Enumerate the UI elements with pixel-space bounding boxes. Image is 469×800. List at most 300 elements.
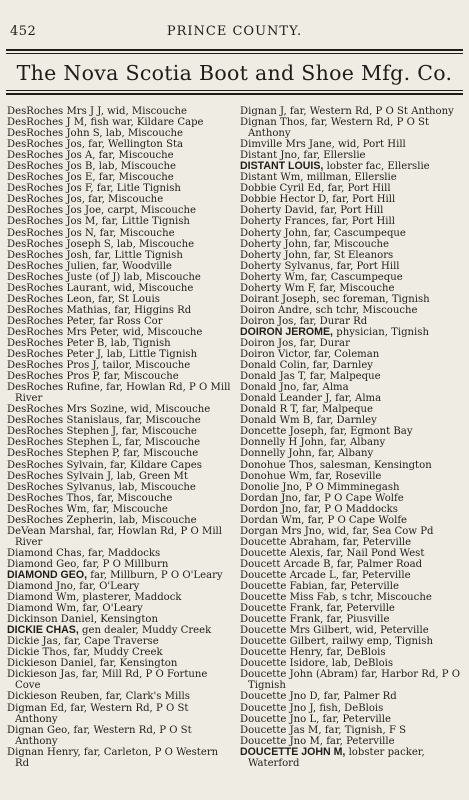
directory-entry [240, 338, 468, 349]
entry-surname: Doucette [240, 735, 287, 747]
directory-entry [240, 669, 468, 691]
directory-entry [240, 437, 468, 448]
entry-surname: DesRoches [7, 337, 64, 349]
entry-surname: DesRoches [7, 172, 64, 184]
directory-entry [240, 228, 468, 239]
entry-details: John, far, Cascumpeque [284, 227, 406, 239]
entry-surname: Diamond [7, 558, 53, 570]
entry-surname: Dimville [240, 139, 283, 151]
entry-details: Henry, far, DeBlois [289, 647, 386, 659]
directory-entry [7, 482, 233, 493]
entry-details: Jos, far, Wellington Sta [66, 139, 184, 151]
entry-surname: Doherty [240, 282, 282, 294]
directory-entry [240, 294, 468, 305]
entry-details: Stephen P, far, Miscouche [66, 448, 199, 460]
entry-details: Jno, far, Ellerslie [280, 150, 366, 162]
directory-entry [240, 194, 468, 205]
entry-details: gen dealer, Muddy Creek [82, 625, 212, 637]
entry-details: R T, far, Malpeque [279, 404, 373, 416]
entry-details: John, far, Miscouche [284, 238, 389, 250]
entry-details: Reuben, far, Clark's Mills [60, 691, 190, 703]
entry-details: David, far, Port Hill [284, 205, 384, 217]
entry-surname: DeVean [7, 525, 46, 537]
entry-surname: DesRoches [7, 227, 64, 239]
entry-surname: DesRoches [7, 503, 64, 515]
entry-surname: Dordan [240, 492, 278, 504]
entry-surname: DesRoches [7, 481, 64, 493]
directory-entry [7, 316, 233, 327]
entry-surname: Donnelly [240, 448, 286, 460]
directory-entry [7, 404, 233, 415]
entry-surname: DesRoches [7, 470, 64, 482]
entry-surname: DesRoches [7, 448, 64, 460]
directory-entry [7, 548, 233, 559]
entry-surname: Diamond [7, 603, 53, 615]
directory-entry [7, 338, 233, 349]
directory-entry [7, 437, 233, 448]
entry-details: Joseph, far, Egmont Bay [289, 426, 413, 438]
entry-surname: DIAMOND GEO, [7, 568, 88, 581]
directory-entry [240, 515, 468, 526]
entry-details: Jos, far, Miscouche [66, 194, 164, 206]
directory-entry [240, 647, 468, 658]
directory-entry [7, 327, 233, 338]
entry-details: Sylvanus, lab, Miscouche [66, 481, 196, 493]
entry-surname: Dickie [7, 636, 40, 648]
entry-surname: DesRoches [7, 415, 64, 427]
entry-surname: DesRoches [7, 216, 64, 228]
entry-surname: DesRoches [7, 326, 64, 338]
entry-details: Hector D, far, Port Hill [279, 194, 396, 206]
entry-surname: Doiron [240, 337, 275, 349]
entry-details: Geo, far, P O Millburn [56, 558, 169, 570]
entry-surname: DesRoches [7, 459, 64, 471]
entry-surname: Doucette [240, 724, 287, 736]
directory-entry [240, 106, 468, 117]
directory-entry [240, 570, 468, 581]
directory-entry [7, 250, 233, 261]
entry-surname: DesRoches [7, 349, 64, 361]
entry-details: Frank, far, Piusville [289, 614, 390, 626]
entry-surname: DesRoches [7, 426, 64, 438]
entry-details: Jno L, far, Peterville [289, 713, 391, 725]
entry-surname: Dignan [7, 724, 44, 736]
entry-details: John, far, Albany [288, 448, 374, 460]
entry-details: Sylvanus, far, Port Hill [284, 260, 400, 272]
directory-entry [7, 603, 233, 614]
entry-details: Daniel, far, Kensington [60, 658, 178, 670]
entry-details: Jas M, far, Tignish, F S [289, 724, 407, 736]
entry-details: Mrs J J, wid, Miscouche [66, 106, 187, 117]
entry-surname: Distant [240, 172, 278, 184]
entry-details: Jos M, far, Little Tignish [66, 216, 190, 228]
left-column [7, 106, 233, 769]
directory-entry [7, 261, 233, 272]
right-column [240, 106, 468, 769]
entry-details: Leon, far, St Louis [66, 293, 160, 305]
entry-details: Arcade B, far, Palmer Road [283, 558, 423, 570]
entry-surname: Doherty [240, 205, 282, 217]
directory-entry [7, 194, 233, 205]
directory-entry [240, 658, 468, 669]
entry-details: Jos, far, Durar [278, 337, 350, 349]
directory-entry [7, 669, 233, 691]
directory-entry [240, 581, 468, 592]
directory-entry [7, 183, 233, 194]
entry-surname: Donnelly [240, 437, 286, 449]
directory-entry [240, 526, 468, 537]
entry-surname: Dobbie [240, 194, 277, 206]
directory-entry [7, 415, 233, 426]
directory-entry [7, 515, 233, 526]
entry-surname: Doucette [240, 658, 287, 670]
entry-surname: DesRoches [7, 205, 64, 217]
entry-details: Jos N, far, Miscouche [66, 227, 175, 239]
entry-surname: Dordon [240, 503, 279, 515]
entry-details: Mrs Peter, wid, Miscouche [66, 326, 203, 338]
directory-entry [240, 172, 468, 183]
entry-surname: DesRoches [7, 360, 64, 372]
entry-details: Peter B, lab, Tignish [66, 337, 171, 349]
entry-details: far, Millburn, P O O'Leary [90, 569, 223, 581]
entry-details: Jos Joe, carpt, Miscouche [66, 205, 197, 217]
entry-surname: Diamond [7, 592, 53, 604]
directory-entry [7, 625, 233, 636]
entry-surname: Doherty [240, 260, 282, 272]
entry-surname: DesRoches [7, 271, 64, 283]
entry-details: Jos A, far, Miscouche [66, 150, 174, 162]
directory-entry [7, 658, 233, 669]
directory-entry [240, 415, 468, 426]
directory-entry [240, 250, 468, 261]
entry-surname: Doherty [240, 238, 282, 250]
entry-details: Thos, far, Miscouche [66, 492, 173, 504]
entry-surname: Doiron [240, 349, 275, 361]
entry-surname: Doucette [240, 636, 287, 648]
entry-surname: Doncette [240, 426, 287, 438]
entry-surname: Donald [240, 415, 277, 427]
entry-surname: Dignan [7, 746, 44, 758]
entry-details: Stephen J, far, Miscouche [66, 426, 197, 438]
entry-surname: DesRoches [7, 150, 64, 162]
entry-details: Mathias, far, Higgins Rd [66, 304, 192, 316]
entry-surname: Doiron [240, 315, 275, 327]
directory-entry [240, 636, 468, 647]
entry-surname: Doherty [240, 216, 282, 228]
directory-entry [7, 371, 233, 382]
entry-surname: DesRoches [7, 514, 64, 526]
entry-details: Jno M, far, Peterville [289, 735, 395, 747]
directory-entry [7, 272, 233, 283]
entry-surname: Doucette [240, 614, 287, 626]
entry-surname: Digman [7, 702, 47, 714]
entry-surname: DesRoches [7, 492, 64, 504]
entry-surname: Doirant [240, 293, 279, 305]
entry-surname: Dickieson [7, 669, 58, 681]
running-head: PRINCE COUNTY. [166, 24, 303, 39]
directory-entry [7, 172, 233, 183]
entry-surname: Doucette [240, 713, 287, 725]
directory-entry [7, 239, 233, 250]
entry-details: Isidore, lab, DeBlois [289, 658, 394, 670]
entry-details: John, far, St Eleanors [284, 249, 394, 261]
entry-details: Jos E, far, Miscouche [66, 172, 174, 184]
entry-surname: DesRoches [7, 260, 64, 272]
entry-details: Jas, far, Cape Traverse [42, 636, 159, 648]
entry-surname: DesRoches [7, 183, 64, 195]
entry-surname: Doherty [240, 271, 282, 283]
directory-entry [240, 382, 468, 393]
entry-details: Wm, far, Miscouche [66, 503, 168, 515]
entry-details: Leander J, far, Alma [279, 393, 382, 405]
directory-entry [240, 216, 468, 227]
directory-entry [240, 161, 468, 172]
directory-entry [7, 139, 233, 150]
entry-details: Pros J, tailor, Miscouche [66, 360, 191, 372]
entry-surname: Diamond [7, 581, 53, 593]
entry-details: lobster packer, Waterford [248, 746, 425, 769]
directory-entry [240, 548, 468, 559]
entry-surname: Dignan [240, 106, 277, 117]
entry-surname: Doherty [240, 249, 282, 261]
entry-surname: DesRoches [7, 304, 64, 316]
entry-details: Joseph, sec foreman, Tignish [282, 293, 430, 305]
banner-text: The Nova Scotia Boot and Shoe Mfg. Co. [6, 53, 463, 91]
directory-entry [7, 448, 233, 459]
entry-surname: Dickieson [7, 691, 58, 703]
entry-details: Wm, far, P O Cape Wolfe [281, 514, 408, 526]
entry-details: Jno, far, Alma [279, 382, 349, 394]
entry-surname: DesRoches [7, 194, 64, 206]
entry-surname: Donald [240, 371, 277, 383]
directory-entry [7, 592, 233, 603]
entry-details: Alexis, far, Nail Pond West [289, 547, 425, 559]
directory-entry [240, 603, 468, 614]
entry-surname: DesRoches [7, 404, 64, 416]
directory-entry [240, 349, 468, 360]
entry-surname: DISTANT LOUIS, [240, 160, 324, 173]
directory-entry [7, 691, 233, 702]
entry-details: Wm, millman, Ellerslie [280, 172, 397, 184]
entry-surname: Doucette [240, 536, 287, 548]
entry-surname: Doucette [240, 702, 287, 714]
entry-surname: Donohue [240, 459, 286, 471]
directory-entry [7, 460, 233, 471]
entry-details: Peter, far Ross Cor [66, 315, 163, 327]
entry-details: Jno, far, P O Maddocks [281, 503, 398, 515]
entry-details: Julien, far, Woodville [66, 260, 172, 272]
directory-entry [7, 504, 233, 515]
entry-surname: Dorgan [240, 525, 278, 537]
entry-surname: DesRoches [7, 293, 64, 305]
entry-details: physician, Tignish [336, 326, 429, 338]
directory-entry [240, 493, 468, 504]
entry-details: Sylvain, far, Kildare Capes [66, 459, 202, 471]
entry-details: J M, fish war, Kildare Cape [66, 117, 204, 129]
entry-details: Stephen L, far, Miscouche [66, 437, 201, 449]
entry-details: Andre, sch tchr, Miscouche [278, 304, 418, 316]
entry-details: Gilbert, railwy emp, Tignish [289, 636, 433, 648]
entry-details: J, far, Western Rd, P O St Anthony [280, 106, 454, 117]
directory-entry [240, 139, 468, 150]
entry-surname: Doucette [240, 569, 287, 581]
entry-surname: Donolie [240, 481, 280, 493]
page-number: 452 [10, 24, 37, 39]
entry-surname: Doucette [240, 691, 287, 703]
directory-entry [240, 283, 468, 294]
directory-entry [240, 360, 468, 371]
entry-details: Henry, far, Carleton, P O Western Rd [15, 746, 219, 769]
directory-entry [240, 614, 468, 625]
entry-details: Cyril Ed, far, Port Hill [279, 183, 391, 195]
directory-entry [7, 228, 233, 239]
entry-details: Victor, far, Coleman [278, 349, 380, 361]
directory-entry [240, 471, 468, 482]
entry-details: H John, far, Albany [288, 437, 386, 449]
directory-entry [7, 305, 233, 316]
entry-surname: Doucette [240, 647, 287, 659]
entry-surname: Donald [240, 360, 277, 372]
entry-details: Fabian, far, Peterville [289, 581, 399, 593]
directory-entry [7, 471, 233, 482]
entry-details: Peter J, lab, Little Tignish [66, 349, 198, 361]
entry-details: John S, lab, Miscouche [66, 128, 183, 140]
directory-entry [7, 747, 233, 769]
directory-entry [240, 305, 468, 316]
entry-surname: Doucette [240, 669, 287, 681]
directory-entry [240, 625, 468, 636]
directory-entry [240, 327, 468, 338]
entry-details: Jno, P O Mimminegash [282, 481, 400, 493]
directory-entry [7, 205, 233, 216]
directory-entry [240, 183, 468, 194]
entry-details: Jno, far, P O Cape Wolfe [281, 492, 404, 504]
entry-surname: DesRoches [7, 437, 64, 449]
entry-details: Frances, far, Port Hill [284, 216, 395, 228]
directory-entry [240, 117, 468, 139]
entry-details: Mrs Sozine, wid, Miscouche [66, 404, 211, 416]
entry-details: Thos, far, Western Rd, P O St Anthony [248, 117, 430, 140]
directory-entry [7, 161, 233, 172]
entry-surname: DesRoches [7, 249, 64, 261]
entry-details: Marshal, far, Howlan Rd, P O Mill River [15, 525, 223, 548]
entry-details: Jas, far, Mill Rd, P O Fortune Cove [15, 669, 208, 692]
entry-details: Thos, far, Muddy Creek [42, 647, 163, 659]
entry-details: Jno, far, O'Leary [56, 581, 140, 593]
directory-entry [240, 592, 468, 603]
entry-details: Mrs Jno, wid, far, Sea Cow Pd [281, 525, 434, 537]
directory-entry [7, 216, 233, 227]
entry-details: Jos, far, Durar Rd [278, 315, 368, 327]
directory-entry [240, 714, 468, 725]
directory-entry [7, 106, 233, 117]
directory-entry [7, 117, 233, 128]
entry-details: Jno D, far, Palmer Rd [289, 691, 397, 703]
directory-entry [7, 294, 233, 305]
directory-entry [7, 636, 233, 647]
entry-details: Miss Fab, s tchr, Miscouche [289, 592, 432, 604]
directory-entry [240, 537, 468, 548]
directory-entry [240, 205, 468, 216]
directory-entry [240, 747, 468, 769]
entry-details: Sylvain J, lab, Green Mt [66, 470, 188, 482]
entry-surname: DesRoches [7, 282, 64, 294]
entry-details: Colin, far, Darnley [279, 360, 374, 372]
entry-surname: Doucette [240, 625, 287, 637]
directory-entry [7, 493, 233, 504]
entry-details: Jno J, fish, DeBlois [289, 702, 384, 714]
entry-details: Juste (of J) lab, Miscouche [66, 271, 201, 283]
entry-details: Joseph S, lab, Miscouche [66, 238, 195, 250]
entry-surname: DOUCETTE JOHN M, [240, 745, 346, 758]
directory-entry [240, 504, 468, 515]
entry-details: Wm, plasterer, Maddock [56, 592, 182, 604]
entry-details: Ed, far, Western Rd, P O St Anthony [15, 702, 189, 725]
entry-surname: Diamond [7, 547, 53, 559]
directory-entry [240, 460, 468, 471]
entry-details: Pros P, far, Miscouche [66, 371, 179, 383]
entry-surname: DesRoches [7, 371, 64, 383]
entry-surname: DOIRON JEROME, [240, 325, 334, 338]
entry-details: Wm, far, Cascumpeque [284, 271, 403, 283]
entry-details: Laurant, wid, Miscouche [66, 282, 194, 294]
directory-entry [7, 426, 233, 437]
directory-entry [240, 272, 468, 283]
directory-entry [240, 703, 468, 714]
entry-details: Chas, far, Maddocks [56, 547, 161, 559]
directory-entry [7, 382, 233, 404]
directory-entry [240, 239, 468, 250]
entry-details: Josh, far, Little Tignish [66, 249, 183, 261]
entry-surname: Dignan [240, 117, 277, 129]
entry-details: Mrs Jane, wid, Port Hill [285, 139, 406, 151]
entry-surname: Dickieson [7, 658, 58, 670]
directory-entry [240, 261, 468, 272]
entry-surname: Doucett [240, 558, 281, 570]
directory-entry [7, 703, 233, 725]
entry-surname: Donohue [240, 470, 286, 482]
directory-entry [7, 570, 233, 581]
directory-entry [7, 360, 233, 371]
entry-surname: Distant [240, 150, 278, 162]
entry-details: Wm F, far, Miscouche [284, 282, 395, 294]
entry-surname: Donald [240, 382, 277, 394]
directory-entry [7, 128, 233, 139]
entry-surname: Donald [240, 393, 277, 405]
entry-details: Wm B, far, Darnley [279, 415, 377, 427]
entry-surname: Doucette [240, 592, 287, 604]
entry-surname: DesRoches [7, 139, 64, 151]
entry-surname: DesRoches [7, 128, 64, 140]
entry-details: Jas T, far, Malpeque [279, 371, 381, 383]
directory-entry [7, 349, 233, 360]
entry-details: Zepherin, lab, Miscouche [66, 514, 197, 526]
entry-surname: DICKIE CHAS, [7, 624, 79, 637]
entry-details: Arcade L, far, Peterville [289, 569, 411, 581]
directory-entry [240, 393, 468, 404]
entry-surname: Donald [240, 404, 277, 416]
directory-entry [7, 581, 233, 592]
entry-surname: Doucette [240, 581, 287, 593]
entry-details: Geo, far, Western Rd, P O St Anthony [15, 724, 192, 747]
directory-entry [240, 371, 468, 382]
entry-surname: DesRoches [7, 238, 64, 250]
advertisement-banner [6, 49, 463, 95]
entry-details: Rufine, far, Howlan Rd, P O Mill River [15, 382, 231, 405]
entry-surname: Doucette [240, 547, 287, 559]
entry-details: Wm, far, Roseville [288, 470, 382, 482]
directory-entry [240, 404, 468, 415]
